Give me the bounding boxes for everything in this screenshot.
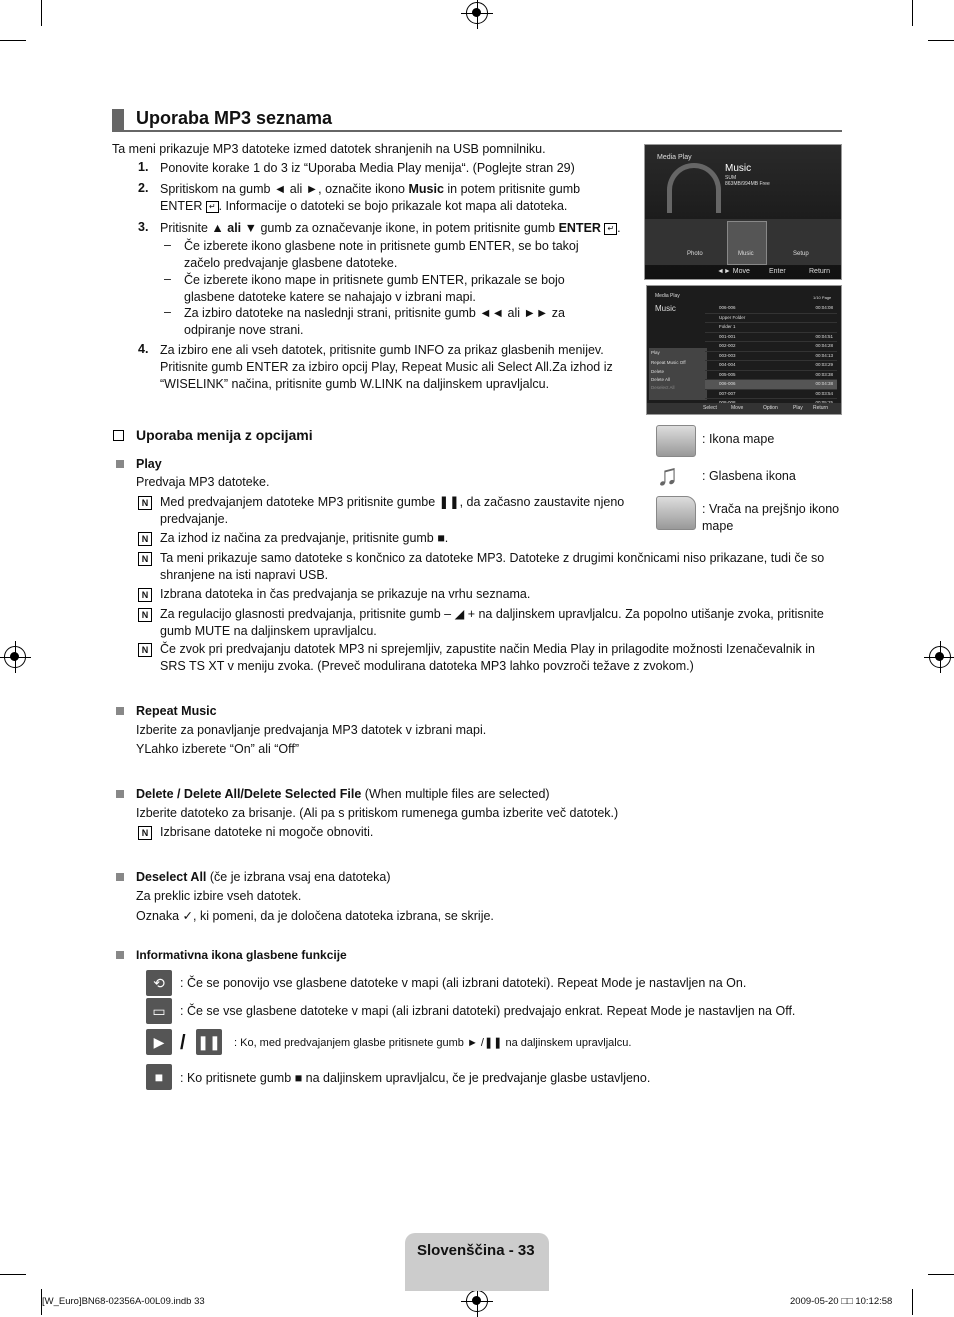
step-4: Za izbiro ene ali vseh datotek, pritisnite gumb INFO za prikaz glasbenih menijev. Pritisnite gumb ENTER za izbiro opcij Play, Repeat Music ali Select All.Za izhod iz “WISELINK” načina, pritisnite gumb W.LINK na daljinskem upravljalcu. [160, 343, 613, 391]
enter-icon: ↵ [206, 201, 219, 213]
file-name: 002-002 [719, 343, 736, 348]
file-row [705, 333, 837, 343]
slash: / [180, 1032, 186, 1054]
substep-3: Za izbiro datoteke na naslednji strani, pritisnite gumb ◄◄ ali ►► za odpiranje nove strani. [184, 306, 565, 337]
step-number: 2. [138, 181, 149, 195]
menu-item: Play [651, 350, 660, 355]
screen-hint: Select [703, 405, 717, 411]
note-icon: N [138, 608, 152, 622]
intro: Ta meni prikazuje MP3 datoteke izmed datotek shranjenih na USB pomnilniku. [112, 142, 546, 156]
registration-mark-icon [4, 646, 26, 668]
repeat-on-icon: ⟲ [146, 970, 172, 996]
stop-icon: ■ [146, 1064, 172, 1090]
deselect-heading: Deselect All (če je izbrana vsaj ena datoteka) [136, 870, 391, 884]
file-name: 006-006 [719, 305, 736, 310]
info-row: : Ko pritisnete gumb ■ na daljinskem upravljalcu, če je predvajanje glasbe ustavljeno. [180, 1071, 651, 1085]
crop-mark [0, 40, 26, 41]
file-duration: 00:04:08 [815, 305, 833, 310]
play-note: Med predvajanjem datoteke MP3 pritisnite gumbe ❚❚, da začasno zaustavite njeno predvajanje. [160, 495, 625, 526]
dash: – [164, 305, 171, 319]
crop-mark [912, 0, 913, 26]
section-checkbox-icon [113, 430, 124, 441]
file-duration: 00:03:38 [815, 371, 833, 377]
menu-item: Delete All [651, 377, 671, 382]
print-info: [W_Euro]BN68-02356A-00L09.indb 33 [42, 1296, 205, 1307]
repeat-off-icon: ▭ [146, 998, 172, 1024]
legend-back: : Vrača na prejšnjo ikono mape [702, 502, 840, 533]
play-note: Ta meni prikazuje samo datoteke s končnico za datoteke MP3. Datoteke z drugimi končnicami niso prikazane, tudi če so shranjene na isti napravi USB. [160, 551, 825, 582]
page-number: Slovenščina - 33 [417, 1242, 535, 1259]
file-name: 006-006 [719, 381, 736, 386]
music-note-icon: ♫ [656, 459, 679, 492]
enter-icon: ↵ [604, 223, 617, 235]
info-heading: Informativna ikona glasbene funkcije [136, 948, 347, 962]
legend-music: : Glasbena ikona [702, 469, 796, 483]
pause-icon: ❚❚ [196, 1029, 222, 1055]
file-row [705, 314, 837, 324]
info-row: : Ko, med predvajanjem glasbe pritisnete gumb ► /❚❚ na daljinskem upravljalcu. [234, 1037, 632, 1049]
dash: – [164, 272, 171, 286]
file-name: 005-005 [719, 371, 736, 377]
file-name: 001-001 [719, 333, 736, 339]
screen-icon-label: Photo [687, 251, 703, 257]
bullet-icon [116, 873, 124, 881]
file-row [705, 371, 837, 381]
menu-item: Repeat Music Off [651, 360, 686, 365]
play-icon: ▶ [146, 1029, 172, 1055]
step-number: 3. [138, 220, 149, 234]
menu-item: Delete [651, 369, 665, 374]
deselect-line: Oznaka ✓, ki pomeni, da je določena datoteka izbrana, se skrije. [136, 909, 494, 923]
print-info: 2009-05-20 □□ 10:12:58 [790, 1296, 893, 1307]
step-number: 1. [138, 160, 149, 174]
note-icon: N [138, 826, 152, 840]
screen-icon-label: Music [738, 251, 754, 257]
screen-hint: Play [793, 405, 803, 411]
file-name: 007-007 [719, 390, 736, 396]
note-icon: N [138, 552, 152, 566]
file-duration: 00:04:13 [815, 352, 833, 358]
repeat-line: Izberite za ponavljanje predvajanja MP3 datotek v izbrani mapi. [136, 723, 487, 737]
play-heading: Play [136, 457, 162, 471]
music-list-screen [646, 285, 842, 415]
deselect-line: Za preklic izbire vseh datotek. [136, 889, 302, 903]
step-1: Ponovite korake 1 do 3 iz “Uporaba Media Play menija“. (Poglejte stran 29) [160, 161, 575, 175]
info-row: : Če se vse glasbene datoteke v mapi (ali izbrani datoteki) predvajajo enkrat. Repeat Mode je nastavljen na Off. [180, 1004, 796, 1018]
crop-mark [0, 1274, 26, 1275]
file-duration: 00:04:28 [815, 343, 833, 348]
delete-note: Izbrisane datoteke ni mogoče obnoviti. [160, 825, 374, 839]
screen-hint: Return [809, 268, 831, 275]
info-row: : Če se ponovijo vse glasbene datoteke v mapi (ali izbrani datoteki). Repeat Mode je nastavljen na On. [180, 976, 747, 990]
delete-line: Izberite datoteko za brisanje. (Ali pa s pritiskom rumenega gumba izberite več datotek.) [136, 806, 619, 820]
file-name: Folder 1 [719, 324, 736, 329]
screen-heading: Music [655, 304, 676, 313]
bullet-icon [116, 460, 124, 468]
media-play-screen [644, 144, 842, 280]
play-note: Za izhod iz načina za predvajanje, pritisnite gumb ■. [160, 531, 449, 545]
title-rule [112, 130, 842, 132]
registration-mark-icon [929, 646, 951, 668]
legend-folder: : Ikona mape [702, 432, 775, 446]
step-2: Spritiskom na gumb ◄ ali ►, označite ikono Music in potem pritisnite gumb ENTER ↵ . Informacije o datoteki se bojo prikazale kot mapa ali datoteka. [160, 182, 581, 213]
repeat-heading: Repeat Music [136, 704, 217, 718]
delete-heading: Delete / Delete All/Delete Selected File (When multiple files are selected) [136, 787, 550, 801]
screen-hint: Return [813, 405, 829, 411]
title-marker [112, 109, 124, 131]
screen-hint: Option [763, 405, 778, 411]
folder-icon [656, 425, 696, 457]
menu-item: Deselect All [651, 385, 675, 390]
dash: – [164, 238, 171, 252]
bullet-icon [116, 790, 124, 798]
option-menu [649, 348, 707, 400]
play-note: Če zvok pri predvajanju datotek MP3 ni sprejemljiv, zapustite način Media Play in prilagodite možnosti Izenačevalnik in SRS TS XT v meniju zvoka. (Prevеč modulirana datoteka MP3 lahko povzroči težave z zvokom.) [160, 642, 815, 673]
screen-hint: ◄► Move [717, 268, 750, 275]
file-name: 004-004 [719, 362, 736, 367]
bullet-icon [116, 951, 124, 959]
file-name: Upper Folder [719, 314, 746, 320]
file-row [705, 380, 837, 390]
screen-hint: Enter [769, 268, 786, 275]
screen-sub: 863MB/994MB Free [725, 181, 770, 187]
crop-mark [912, 1289, 913, 1315]
file-row [705, 390, 837, 400]
screen-heading: Music [725, 163, 752, 174]
file-duration: 00:03:29 [815, 362, 833, 367]
crop-mark [928, 40, 954, 41]
folder-back-icon [656, 496, 696, 530]
screen-app-name: Media Play [657, 154, 692, 161]
screen-sub: SUM [725, 175, 737, 181]
note-icon: N [138, 643, 152, 657]
screen-hint-bar [647, 403, 841, 414]
play-desc: Predvaja MP3 datoteke. [136, 475, 270, 489]
substep-2: Če izberete ikono mape in pritisnete gumb ENTER, prikazale se bojo glasbene datoteke katere se nahajajo v izbrani mapi. [184, 273, 565, 304]
note-icon: N [138, 532, 152, 546]
file-duration: 00:04:51 [815, 333, 833, 339]
music-icon-highlight [727, 221, 767, 265]
file-name: 003-003 [719, 352, 736, 358]
file-row [705, 361, 837, 371]
play-note: Izbrana datoteka in čas predvajanja se prikazuje na vrhu seznama. [160, 587, 531, 601]
headphones-icon [667, 163, 721, 213]
page-title: Uporaba MP3 seznama [136, 108, 333, 128]
screen-page: 1/10 Page [813, 295, 832, 300]
crop-mark [928, 1274, 954, 1275]
file-row [705, 323, 837, 333]
screen-icon-label: Setup [793, 251, 809, 257]
crop-mark [41, 0, 42, 26]
substep-1: Če izberete ikono glasbene note in pritisnete gumb ENTER, se bo takoj začelo predvajanje glasbene datoteke. [184, 239, 579, 270]
file-duration: 00:03:54 [815, 390, 833, 396]
screen-app-name: Media Play [655, 293, 680, 299]
file-list [705, 304, 837, 409]
section-heading: Uporaba menija z opcijami [136, 427, 313, 443]
file-row [705, 304, 837, 314]
file-row [705, 352, 837, 362]
play-note: Za regulacijo glasnosti predvajanja, pritisnite gumb – ◢ + na daljinskem upravljalcu. Za popolno utišanje zvoka, pritisnite gumb MUTE na daljinskem upravljalcu. [160, 607, 824, 638]
screen-hint: Move [731, 405, 744, 411]
file-duration: 00:04:38 [815, 381, 833, 386]
note-icon: N [138, 496, 152, 510]
step-number: 4. [138, 342, 149, 356]
note-icon: N [138, 588, 152, 602]
repeat-line: YLahko izberete “On” ali “Off” [136, 742, 300, 756]
registration-mark-icon [466, 1290, 488, 1312]
step-3: Pritisnite ▲ ali ▼ gumb za označevanje ikone, in potem pritisnite gumb ENTER ↵ . [160, 221, 621, 235]
registration-mark-icon [466, 2, 488, 24]
bullet-icon [116, 707, 124, 715]
file-row [705, 342, 837, 352]
